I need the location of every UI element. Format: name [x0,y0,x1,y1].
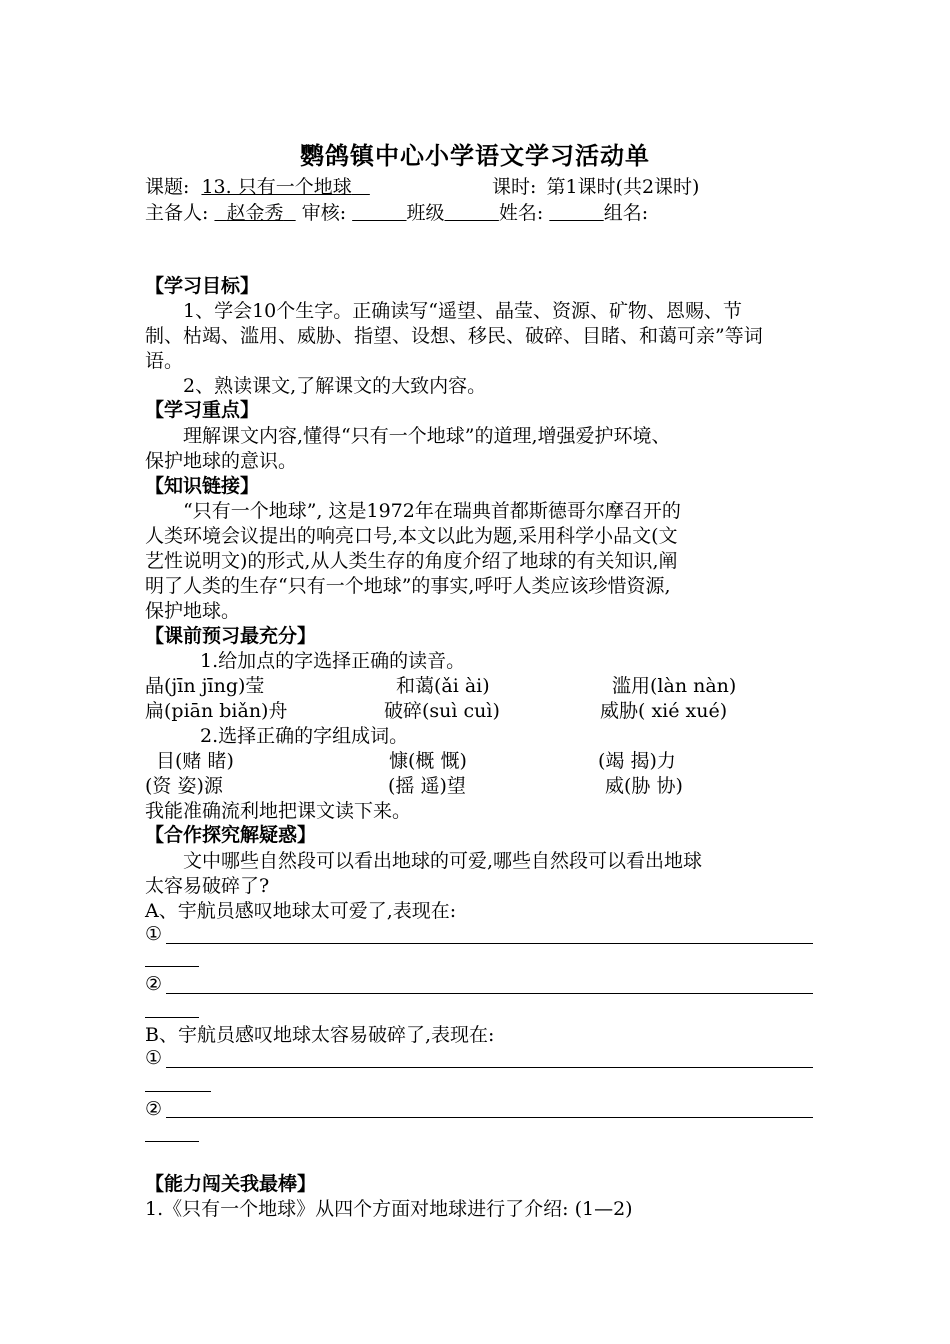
pinyin-item: 威胁( xié xué) [600,700,728,722]
answer-mark: ① [145,1047,163,1069]
preview-read: 我能准确流利地把课文读下来。 [145,800,412,822]
explore-b-prompt: B、宇航员感叹地球太容易破碎了,表现在: [145,1024,495,1046]
period-row [492,175,699,199]
word-choice-item: 威(胁 协) [605,775,683,797]
preview-q2: 2.选择正确的字组成词。 [200,725,409,747]
word-choice-item: 目(赌 睹) [156,750,234,772]
answer-mark: ② [145,1098,163,1120]
period-value: 第1课时(共2课时) [546,176,700,198]
answer-line-tail[interactable] [145,966,199,967]
topic-value: 13. 只有一个地球 [201,176,352,198]
pinyin-item: 和蔼(ǎi ài) [396,675,490,697]
explore-line2: 太容易破碎了? [145,875,270,897]
goals-line3: 语。 [145,350,184,372]
reviewer-label: 审核: [301,202,347,224]
preparer-row [145,201,648,225]
reviewer-blank[interactable] [352,202,406,224]
explore-line1: 文中哪些自然段可以看出地球的可爱,哪些自然段可以看出地球 [183,850,703,872]
word-choice-item: (资 姿)源 [145,775,223,797]
answer-line-tail[interactable] [145,1017,199,1018]
answer-line[interactable] [166,1067,813,1068]
explore-a-prompt: A、宇航员感叹地球太可爱了,表现在: [145,900,457,922]
ability-q1: 1.《只有一个地球》从四个方面对地球进行了介绍: (1—2) [145,1198,633,1220]
pinyin-item: 扁(piān biǎn)舟 [145,700,288,722]
goals-heading: 【学习目标】 [145,275,260,297]
pinyin-item: 破碎(suì cuì) [384,700,500,722]
focus-line1: 理解课文内容,懂得“只有一个地球”的道理,增强爱护环境、 [183,425,671,447]
preparer-value: 赵金秀 [226,202,284,224]
answer-line-tail[interactable] [145,1141,199,1142]
period-label: 课时: [492,176,537,198]
preview-q1: 1.给加点的字选择正确的读音。 [200,650,466,672]
word-choice-item: 慷(概 慨) [389,750,467,772]
preparer-label: 主备人: [145,202,209,224]
name-blank[interactable] [549,202,603,224]
link-line5: 保护地球。 [145,600,241,622]
explore-heading: 【合作探究解疑惑】 [145,824,317,846]
focus-line2: 保护地球的意识。 [145,450,298,472]
topic-label: 课题: [145,176,190,198]
answer-line-tail[interactable] [145,1091,211,1092]
answer-mark: ② [145,973,163,995]
link-line1: “只有一个地球”, 这是1972年在瑞典首都斯德哥尔摩召开的 [183,500,681,522]
group-label: 组名: [603,202,649,224]
pinyin-item: 滥用(làn nàn) [612,675,737,697]
link-line2: 人类环境会议提出的响亮口号,本文以此为题,采用科学小品文(文 [145,525,678,547]
answer-line[interactable] [166,943,813,944]
class-blank[interactable] [445,202,499,224]
page-title: 鹦鸽镇中心小学语文学习活动单 [300,141,650,170]
word-choice-item: (摇 遥)望 [388,775,466,797]
link-line3: 艺性说明文)的形式,从人类生存的角度介绍了地球的有关知识,阐 [145,550,678,572]
goals-line1: 1、学会10个生字。正确读写“遥望、晶莹、资源、矿物、恩赐、节 [183,300,742,322]
word-choice-item: (竭 揭)力 [598,750,676,772]
pinyin-item: 晶(jīn jīng)莹 [145,675,265,697]
ability-heading: 【能力闯关我最棒】 [145,1173,317,1195]
link-line4: 明了人类的生存“只有一个地球”的事实,呼吁人类应该珍惜资源, [145,575,671,597]
answer-line[interactable] [166,993,813,994]
link-heading: 【知识链接】 [145,475,260,497]
answer-line[interactable] [166,1117,813,1118]
preview-heading: 【课前预习最充分】 [145,625,317,647]
focus-heading: 【学习重点】 [145,399,260,421]
name-label: 姓名: [498,202,544,224]
class-label: 班级 [406,202,445,224]
answer-mark: ① [145,923,163,945]
goals-line4: 2、熟读课文,了解课文的大致内容。 [183,375,487,397]
goals-line2: 制、枯竭、滥用、威胁、指望、设想、移民、破碎、目睹、和蔼可亲”等词 [145,325,763,347]
topic-row [145,175,370,199]
